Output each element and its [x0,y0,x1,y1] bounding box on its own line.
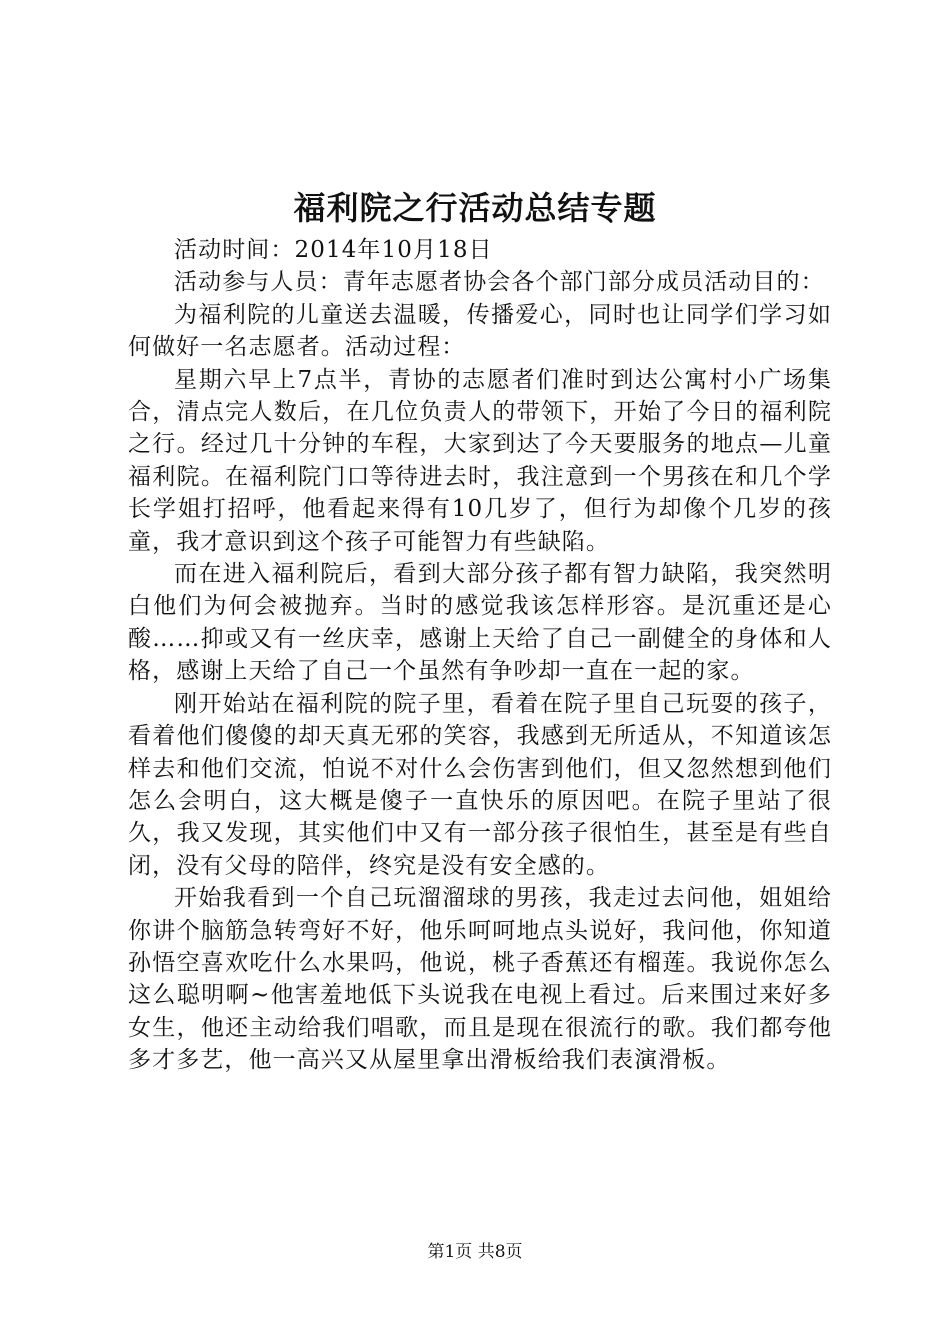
paragraph-process: 星期六早上7点半，青协的志愿者们准时到达公寓村小广场集合，清点完人数后，在几位负责人的带领下，开始了今日的福利院之行。经过几十分钟的车程，大家到达了今天要服务的地点—儿童福利院。在福利院门口等待进去时，我注意到一个男孩在和几个学长学姐打招呼，他看起来得有10几岁了，但行为却像个几岁的孩童，我才意识到这个孩子可能智力有些缺陷。 [128,366,832,555]
document-body [128,234,832,1077]
page-number-footer: 第1页 共8页 [427,1242,523,1262]
paragraph-participants: 活动参与人员：青年志愿者协会各个部门部分成员活动目的： [174,269,825,296]
paragraph-entering: 而在进入福利院后，看到大部分孩子都有智力缺陷，我突然明白他们为何会被抛弃。当时的感觉我该怎样形容。是沉重还是心酸……抑或又有一丝庆幸，感谢上天给了自己一副健全的身体和人格，感谢上天给了自己一个虽然有争吵却一直在一起的家。 [128,561,832,685]
page-title: 福利院之行活动总结专题 [293,189,657,227]
paragraph-purpose: 为福利院的儿童送去温暖，传播爱心，同时也让同学们学习如何做好一名志愿者。活动过程： [128,301,832,361]
paragraph-courtyard: 刚开始站在福利院的院子里，看着在院子里自己玩耍的孩子，看着他们傻傻的却天真无邪的笑容，我感到无所适从，不知道该怎样去和他们交流，怕说不对什么会伤害到他们，但又忽然想到他们怎么会明白，这大概是傻子一直快乐的原因吧。在院子里站了很久，我又发现，其实他们中又有一部分孩子很怕生，甚至是有些自闭，没有父母的陪伴，终究是没有安全感的。 [128,690,832,879]
paragraph-yoyo-boy: 开始我看到一个自己玩溜溜球的男孩，我走过去问他，姐姐给你讲个脑筋急转弯好不好，他乐呵呵地点头说好，我问他，你知道孙悟空喜欢吃什么水果吗，他说，桃子香蕉还有榴莲。我说你怎么这么聪明啊~他害羞地低下头说我在电视上看过。后来围过来好多女生，他还主动给我们唱歌，而且是现在很流行的歌。我们都夸他多才多艺，他一高兴又从屋里拿出滑板给我们表演滑板。 [128,885,832,1074]
paragraph-activity-time: 活动时间：2014年10月18日 [174,237,493,263]
